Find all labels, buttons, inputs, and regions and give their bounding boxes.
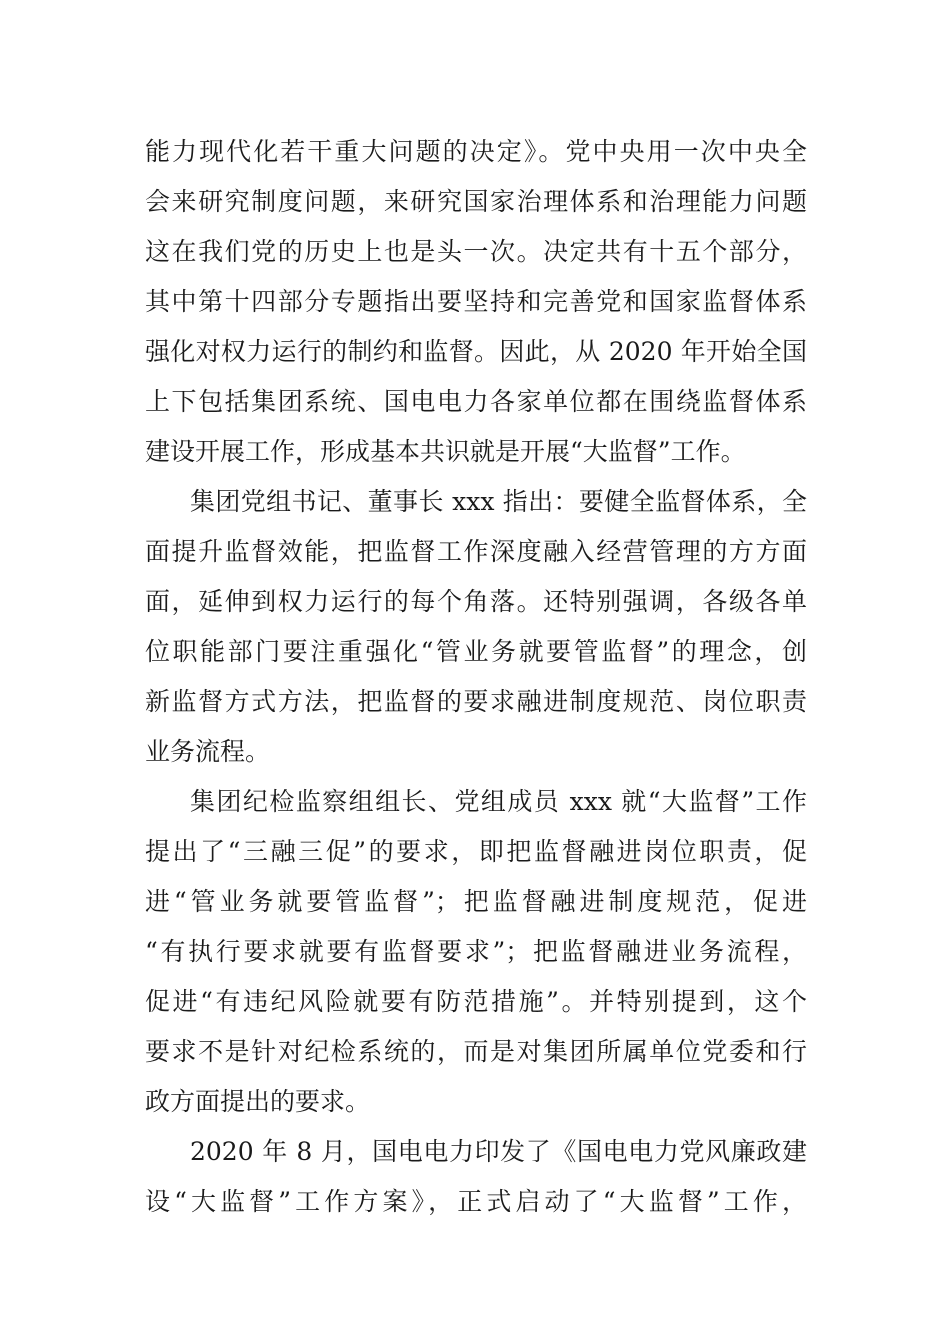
- text-line: 强化对权力运行的制约和监督。因此，从 2020 年开始全国: [145, 337, 807, 366]
- text-line: 面提升监督效能，把监督工作深度融入经营管理的方方面: [145, 537, 807, 566]
- text-line: 位职能部门要注重强化“管业务就要管监督”的理念，创: [145, 637, 807, 666]
- text-line: 建设开展工作，形成基本共识就是开展“大监督”工作。: [145, 437, 746, 466]
- text-line: 要求不是针对纪检系统的，而是对集团所属单位党委和行: [145, 1037, 807, 1066]
- paragraph-first-line: 2020 年 8 月，国电电力印发了《国电电力党风廉政建: [190, 1137, 807, 1166]
- text-line: 业务流程。: [145, 737, 271, 766]
- text-line: 这在我们党的历史上也是头一次。决定共有十五个部分，: [145, 237, 807, 266]
- text-line: 能力现代化若干重大问题的决定》。党中央用一次中央全: [145, 137, 807, 166]
- text-line: 面，延伸到权力运行的每个角落。还特别强调，各级各单: [145, 587, 807, 616]
- paragraph-first-line: 集团党组书记、董事长 xxx 指出：要健全监督体系，全: [190, 487, 807, 516]
- text-line: “有执行要求就要有监督要求”；把监督融进业务流程，: [145, 937, 807, 966]
- text-line: 其中第十四部分专题指出要坚持和完善党和国家监督体系: [145, 287, 807, 316]
- text-line: 促进“有违纪风险就要有防范措施”。并特别提到，这个: [145, 987, 807, 1016]
- paragraph-first-line: 集团纪检监察组组长、党组成员 xxx 就“大监督”工作: [190, 787, 807, 816]
- text-line: 政方面提出的要求。: [145, 1087, 371, 1116]
- text-line: 进“管业务就要管监督”；把监督融进制度规范，促进: [145, 887, 807, 916]
- text-line: 新监督方式方法，把监督的要求融进制度规范、岗位职责: [145, 687, 807, 716]
- text-line: 提出了“三融三促”的要求，即把监督融进岗位职责，促: [145, 837, 807, 866]
- text-line: 上下包括集团系统、国电电力各家单位都在围绕监督体系: [145, 387, 807, 416]
- text-line: 会来研究制度问题，来研究国家治理体系和治理能力问题: [145, 187, 807, 216]
- text-line: 设“大监督”工作方案》，正式启动了“大监督”工作，: [145, 1187, 807, 1216]
